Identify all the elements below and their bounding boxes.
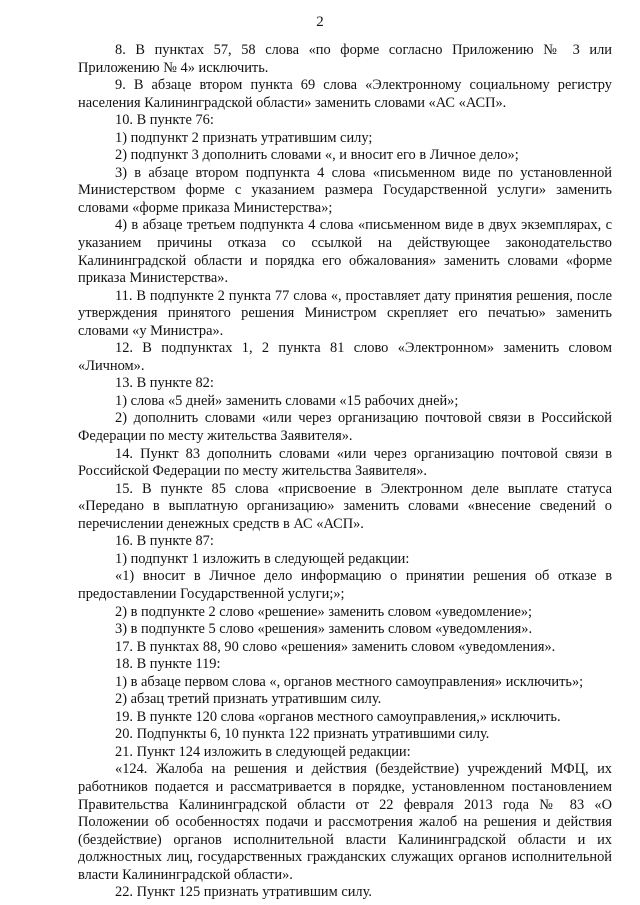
paragraph: 2) абзац третий признать утратившим силу. [115,691,382,708]
paragraph: 12. В подпунктах 1, 2 пункта 81 слово «Электронном» заменить словом «Личном». [78,340,612,374]
paragraph: 2) подпункт 3 дополнить словами «, и вносит его в Личное дело»; [115,147,519,164]
paragraph: 8. В пунктах 57, 58 слова «по форме согласно Приложению № 3 или Приложению № 4» исключить. [78,42,612,76]
paragraph: 1) подпункт 2 признать утратившим силу; [115,129,373,146]
document-body [78,42,612,902]
paragraph: 15. В пункте 85 слова «присвоение в Электронном деле выплате статуса «Передано в выплатную организацию» заменить словами «внесение сведений о перечислении денежных средств в АС «АСП». [78,480,612,532]
paragraph: 20. Подпункты 6, 10 пункта 122 признать утратившими силу. [115,726,490,743]
paragraph: 2) дополнить словами «или через организацию почтовой связи в Российской Федерации по месту жительства Заявителя». [78,410,612,445]
paragraph: 22. Пункт 125 признать утратившим силу. [115,884,372,901]
paragraph: «1) вносит в Личное дело информацию о принятии решения об отказе в предоставлении Государственной услуги;»; [78,568,612,602]
paragraph: 14. Пункт 83 дополнить словами «или через организацию почтовой связи в Российской Федерации по месту жительства Заявителя». [78,445,612,480]
paragraph: 3) в абзаце втором подпункта 4 слова «письменном виде по установленной Министерством форме с указанием размера Государственной услуги» заменить словами «форме приказа Министерства»; [78,164,612,216]
paragraph: 11. В подпункте 2 пункта 77 слова «, проставляет дату принятия решения, после утверждения принятого решения Министром скрепляет его печатью» заменить словами «у Министра». [78,287,612,339]
paragraph: 9. В абзаце втором пункта 69 слова «Электронному социальному регистру населения Калининградской области» заменить словами «АС «АСП». [78,77,612,111]
paragraph: 3) в подпункте 5 слово «решения» заменить словом «уведомления». [115,621,533,638]
paragraph: 10. В пункте 76: [115,112,214,129]
paragraph: «124. Жалоба на решения и действия (бездействие) учреждений МФЦ, их работников подается и рассматривается в порядке, установленном постановлением Правительства Калининградской области от 22 февраля 2013 года № 83 «О Положении об особенностях подачи и рассмотрения жалоб на решения и действия (бездействие) органов исполнительной власти Калининградской области и их должностных лиц, государственных гражданских служащих органов исполнительной власти Калининградской области». [78,761,612,883]
paragraph: 1) слова «5 дней» заменить словами «15 рабочих дней»; [115,392,459,409]
page-number: 2 [316,14,324,30]
paragraph: 17. В пунктах 88, 90 слово «решения» заменить словом «уведомления». [115,638,556,655]
paragraph: 1) в абзаце первом слова «, органов местного самоуправления» исключить»; [115,673,584,690]
paragraph: 19. В пункте 120 слова «органов местного самоуправления,» исключить. [115,708,561,725]
paragraph: 1) подпункт 1 изложить в следующей редакции: [115,550,410,567]
paragraph: 21. Пункт 124 изложить в следующей редакции: [115,743,411,760]
paragraph: 2) в подпункте 2 слово «решение» заменить словом «уведомление»; [115,603,533,620]
paragraph: 4) в абзаце третьем подпункта 4 слова «письменном виде в двух экземплярах, с указанием причины отказа со ссылкой на действующее законодательство Калининградской области и порядка его обжалования» заменить словами «форме приказа Министерства». [78,217,612,287]
paragraph: 18. В пункте 119: [115,656,221,673]
paragraph: 13. В пункте 82: [115,375,214,392]
paragraph: 16. В пункте 87: [115,533,214,550]
